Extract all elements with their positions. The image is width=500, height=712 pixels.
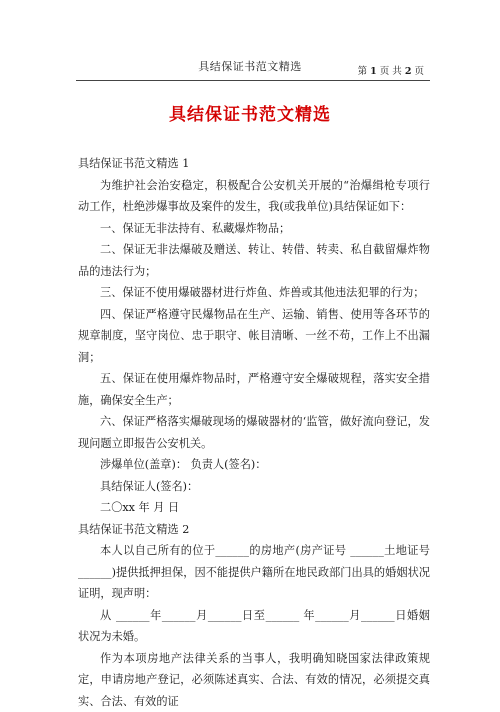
section-heading: 具结保证书范文精选 1: [78, 153, 430, 175]
paragraph: 一、保证无非法持有、私藏爆炸物品；: [78, 218, 430, 240]
paragraph: 本人以自己所有的位于______的房地产(房产证号 ______土地证号 ______)提供抵押担保，因不能提供户籍所在地民政部门出具的婚姻状况证明，现声明：: [78, 540, 430, 605]
page-total: 2: [405, 66, 412, 77]
page-current: 1: [370, 66, 377, 77]
document-title: 具结保证书范文精选: [0, 100, 500, 125]
document-body: [78, 153, 430, 712]
paragraph: 六、保证严格落实爆破现场的爆破器材的‘监管，做好流向登记，发现问题立即报告公安机关。: [78, 411, 430, 454]
signature-line: 具结保证人(签名)：: [78, 476, 430, 498]
paragraph: 三、保证不使用爆破器材进行炸鱼、炸兽或其他违法犯罪的行为；: [78, 282, 430, 304]
section-heading: 具结保证书范文精选 2: [78, 519, 430, 541]
page-number: [358, 63, 424, 77]
paragraph: 二、保证无非法爆破及赠送、转让、转借、转卖、私自截留爆炸物品的违法行为；: [78, 239, 430, 282]
signature-line: 涉爆单位(盖章)： 负责人(签名)：: [78, 454, 430, 476]
paragraph: 作为本项房地产法律关系的当事人，我明确知晓国家法律政策规定，申请房地产登记，必须陈述真实、合法、有效的情况，必须提交真实、合法、有效的证: [78, 648, 430, 712]
header-divider: [76, 80, 430, 81]
running-header-title: 具结保证书范文精选: [0, 58, 500, 74]
date-line: 二〇xx 年 月 日: [78, 497, 430, 519]
page-suffix: 页: [414, 66, 424, 77]
paragraph: 四、保证严格遵守民爆物品在生产、运输、销售、使用等各环节的规章制度，坚守岗位、忠于职守、帐目清晰、一丝不苟，工作上不出漏洞；: [78, 304, 430, 369]
paragraph: 从 ______年______月______日至______ 年______月______日婚姻状况为未婚。: [78, 605, 430, 648]
paragraph: 五、保证在使用爆炸物品时，严格遵守安全爆破规程，落实安全措施，确保安全生产；: [78, 368, 430, 411]
page-prefix: 第: [358, 66, 368, 77]
page-middle: 页 共: [380, 66, 402, 77]
paragraph: 为维护社会治安稳定，积极配合公安机关开展的“治爆缉枪专项行动工作，杜绝涉爆事故及案件的发生，我(或我单位)具结保证如下：: [78, 175, 430, 218]
